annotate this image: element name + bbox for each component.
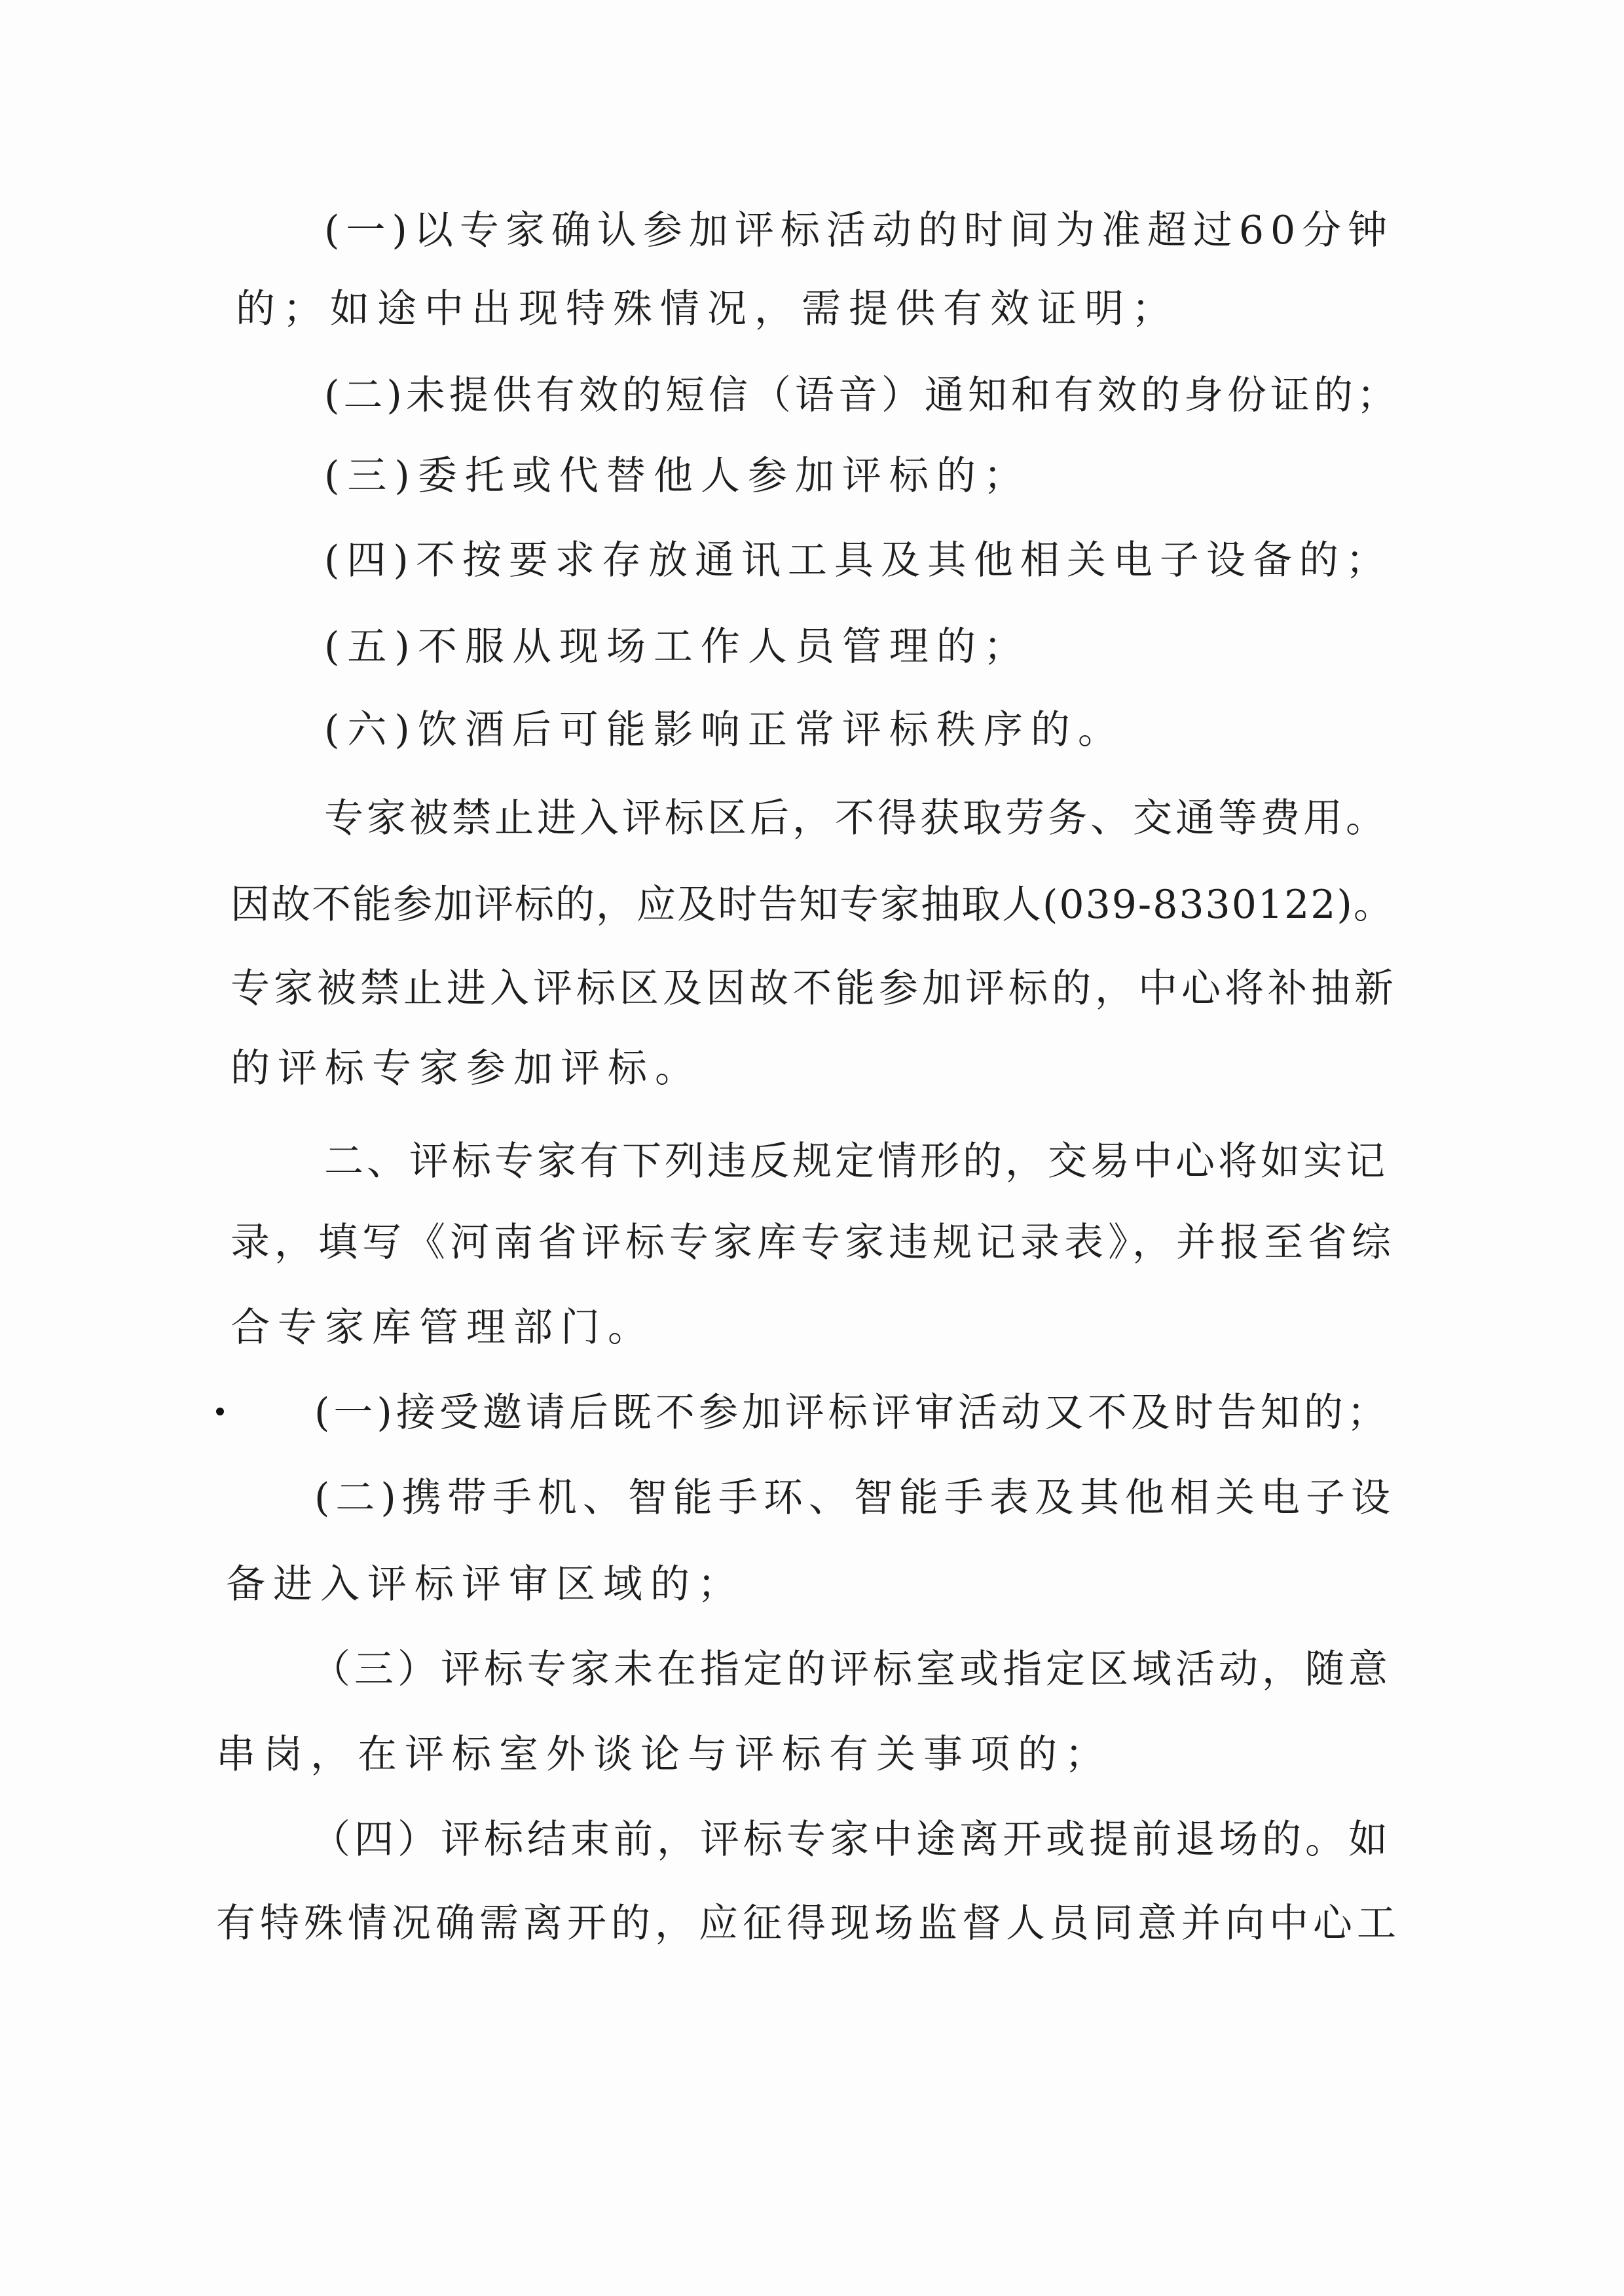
text-line-14: 合专家库管理部门。	[231, 1305, 655, 1351]
text-line-18: （三）评标专家未在指定的评标室或指定区域活动，随意	[311, 1647, 1392, 1692]
text-line-3: (二)未提供有效的短信（语音）通知和有效的身份证的；	[324, 373, 1400, 418]
bullet-dot	[216, 1408, 224, 1415]
text-line-10: 专家被禁止进入评标区及因故不能参加评标的，中心将补抽新	[231, 966, 1397, 1011]
text-line-5: (四)不按要求存放通讯工具及其他相关电子设备的；	[324, 538, 1392, 583]
text-line-20: （四）评标结束前，评标专家中途离开或提前退场的。如	[311, 1817, 1392, 1863]
text-line-7: (六)饮酒后可能影响正常评标秩序的。	[324, 707, 1125, 753]
text-line-11: 的评标专家参加评标。	[231, 1046, 702, 1091]
text-line-19: 串岗，在评标室外谈论与评标有关事项的；	[216, 1732, 1112, 1777]
text-line-8: 专家被禁止进入评标区后，不得获取劳务、交通等费用。	[324, 795, 1388, 841]
text-line-16: (二)携带手机、智能手环、智能手表及其他相关电子设	[314, 1475, 1396, 1521]
text-line-17: 备进入评标评审区域的；	[226, 1561, 745, 1607]
text-line-2: 的；如途中出现特殊情况，需提供有效证明；	[236, 286, 1179, 332]
text-line-1: (一)以专家确认参加评标活动的时间为准超过60分钟	[324, 208, 1394, 253]
text-line-9: 因故不能参加评标的，应及时告知专家抽取人(039-8330122)。	[231, 882, 1394, 928]
text-line-4: (三)委托或代替他人参加评标的；	[324, 453, 1031, 499]
text-line-12: 二、评标专家有下列违反规定情形的，交易中心将如实记	[324, 1139, 1388, 1184]
text-line-13: 录，填写《河南省评标专家库专家违规记录表》，并报至省综	[231, 1220, 1395, 1266]
text-line-21: 有特殊情况确需离开的，应征得现场监督人员同意并向中心工	[216, 1901, 1401, 1946]
text-line-6: (五)不服从现场工作人员管理的；	[324, 624, 1031, 670]
text-line-15: (一)接受邀请后既不参加评标评审活动又不及时告知的；	[314, 1390, 1390, 1436]
